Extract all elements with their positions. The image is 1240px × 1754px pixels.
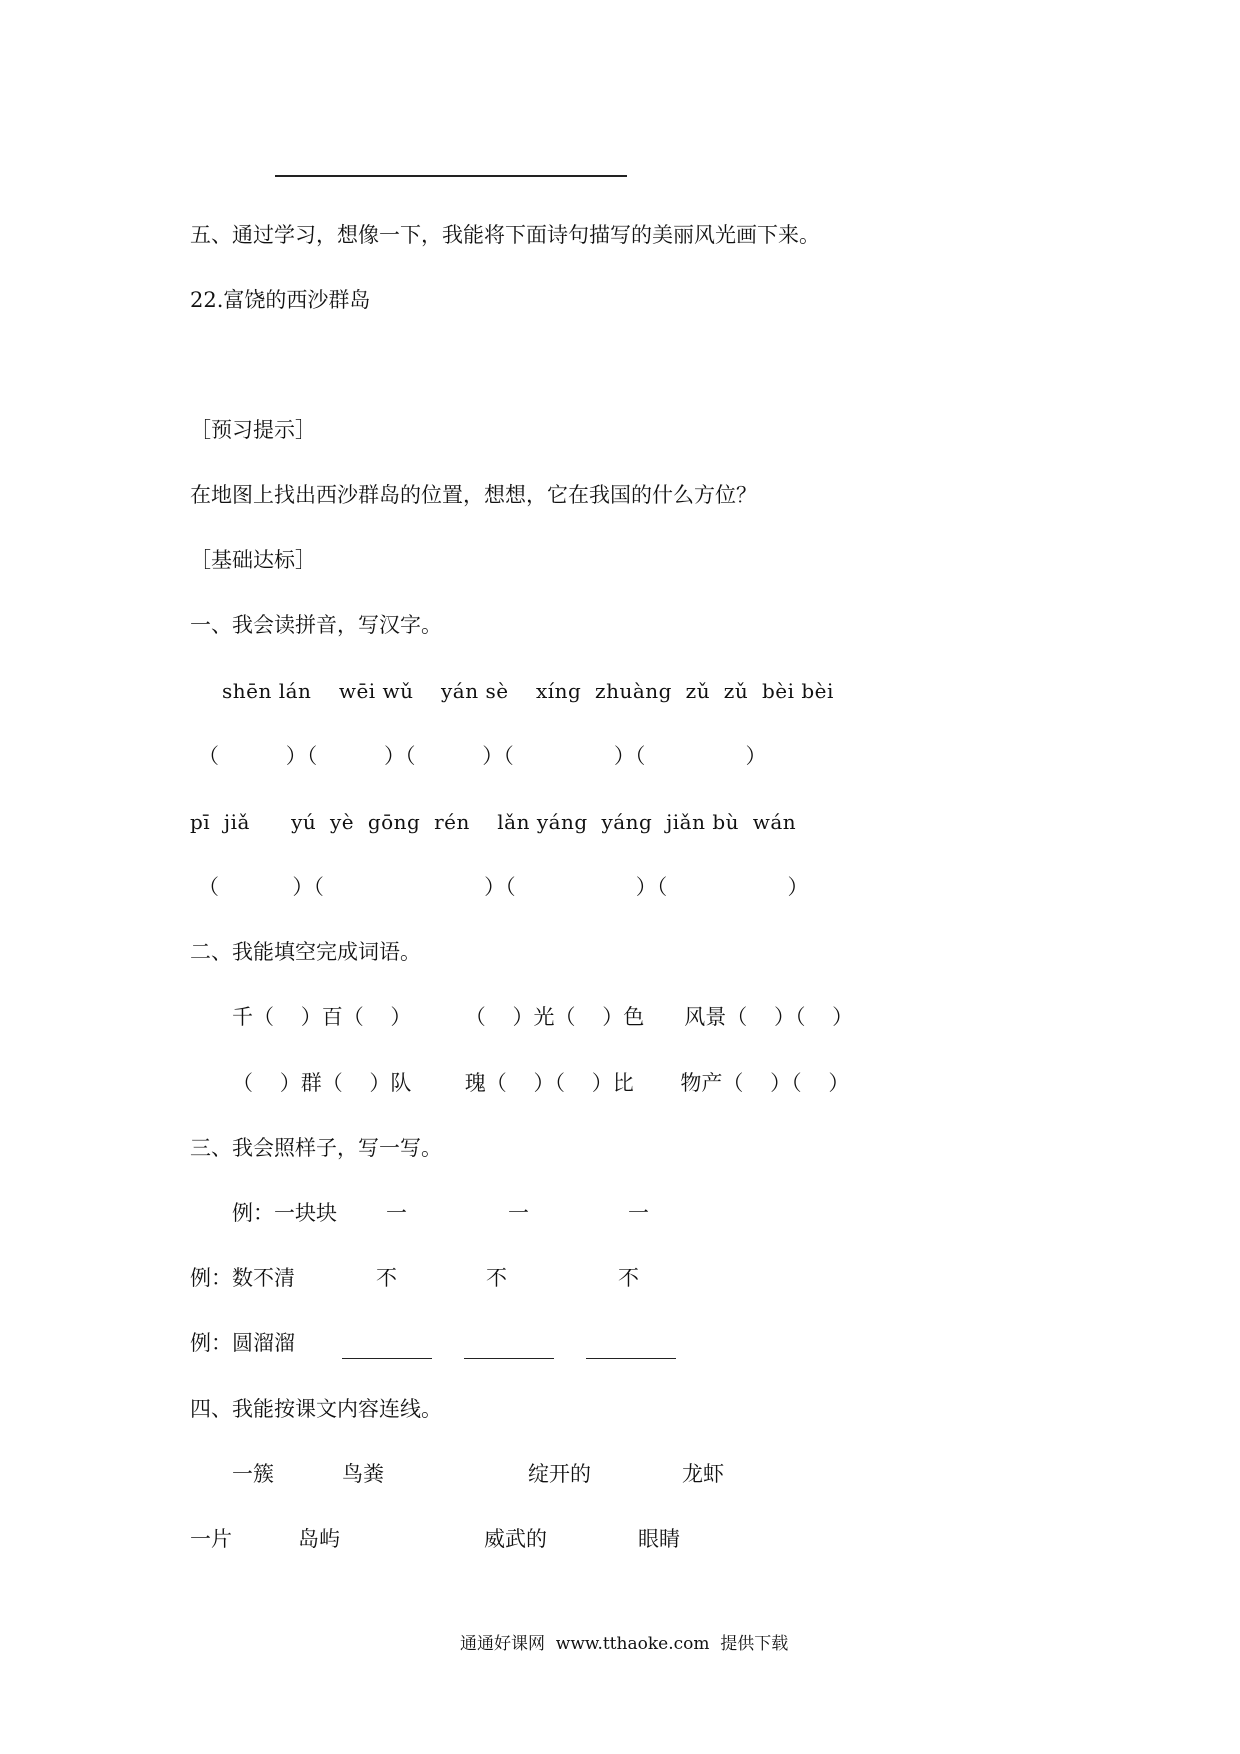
q3-ex3-blank-1 [342, 1358, 432, 1359]
q3-title: 三、我会照样子，写一写。 [190, 1136, 442, 1160]
q4-row2-item-4: 眼睛 [638, 1527, 680, 1551]
preview-text: 在地图上找出西沙群岛的位置，想想，它在我国的什么方位？ [190, 483, 757, 507]
q3-ex2-blank-2: 不 [486, 1266, 507, 1290]
basic-heading: ［基础达标］ [190, 548, 316, 572]
q2-title: 二、我能填空完成词语。 [190, 940, 421, 964]
answer-line [275, 175, 627, 177]
q3-ex2-blank-3: 不 [618, 1266, 639, 1290]
q3-ex3-blank-2 [464, 1358, 554, 1359]
q4-row2-item-2: 岛屿 [298, 1527, 340, 1551]
q1-pinyin-row2: pī jiǎ yú yè gōng rén lǎn yáng yáng jiǎn bù wán [190, 810, 797, 834]
q4-row2-item-3: 威武的 [484, 1527, 547, 1551]
footer-credit: 通通好课网 www.tthaoke.com 提供下载 [460, 1634, 789, 1654]
q1-brackets-row1: （ ）（ ）（ ）（ ）（ ） [198, 744, 767, 768]
q2-row2: （ ）群（ ）队 瑰（ ）（ ）比 物产（ ）（ ） [232, 1071, 850, 1095]
q1-pinyin-row1: shēn lán wēi wǔ yán sè xíng zhuàng zǔ zǔ bèi bèi [222, 679, 834, 703]
q3-example1: 例：一块块 [232, 1201, 337, 1225]
q2-row1: 千（ ）百（ ） （ ）光（ ）色 风景（ ）（ ） [232, 1005, 854, 1029]
section-five-heading: 五、通过学习，想像一下，我能将下面诗句描写的美丽风光画下来。 [190, 223, 820, 247]
preview-heading: ［预习提示］ [190, 418, 316, 442]
q3-ex1-blank-1: 一 [386, 1201, 407, 1225]
lesson-title: 22.富饶的西沙群岛 [190, 288, 371, 312]
q1-title: 一、我会读拼音，写汉字。 [190, 613, 442, 637]
q3-ex2-blank-1: 不 [376, 1266, 397, 1290]
q3-ex1-blank-3: 一 [628, 1201, 649, 1225]
q3-example2: 例：数不清 [190, 1266, 295, 1290]
q1-brackets-row2: （ ）（ ）（ ）（ ） [198, 875, 809, 899]
q3-ex3-blank-3 [586, 1358, 676, 1359]
q3-ex1-blank-2: 一 [508, 1201, 529, 1225]
q4-row1-item-3: 绽开的 [528, 1462, 591, 1486]
q3-example3: 例：圆溜溜 [190, 1331, 295, 1355]
q4-row2-item-1: 一片 [190, 1527, 232, 1551]
q4-title: 四、我能按课文内容连线。 [190, 1397, 442, 1421]
q4-row1-item-2: 鸟粪 [342, 1462, 384, 1486]
q4-row1-item-1: 一簇 [232, 1462, 274, 1486]
q4-row1-item-4: 龙虾 [682, 1462, 724, 1486]
